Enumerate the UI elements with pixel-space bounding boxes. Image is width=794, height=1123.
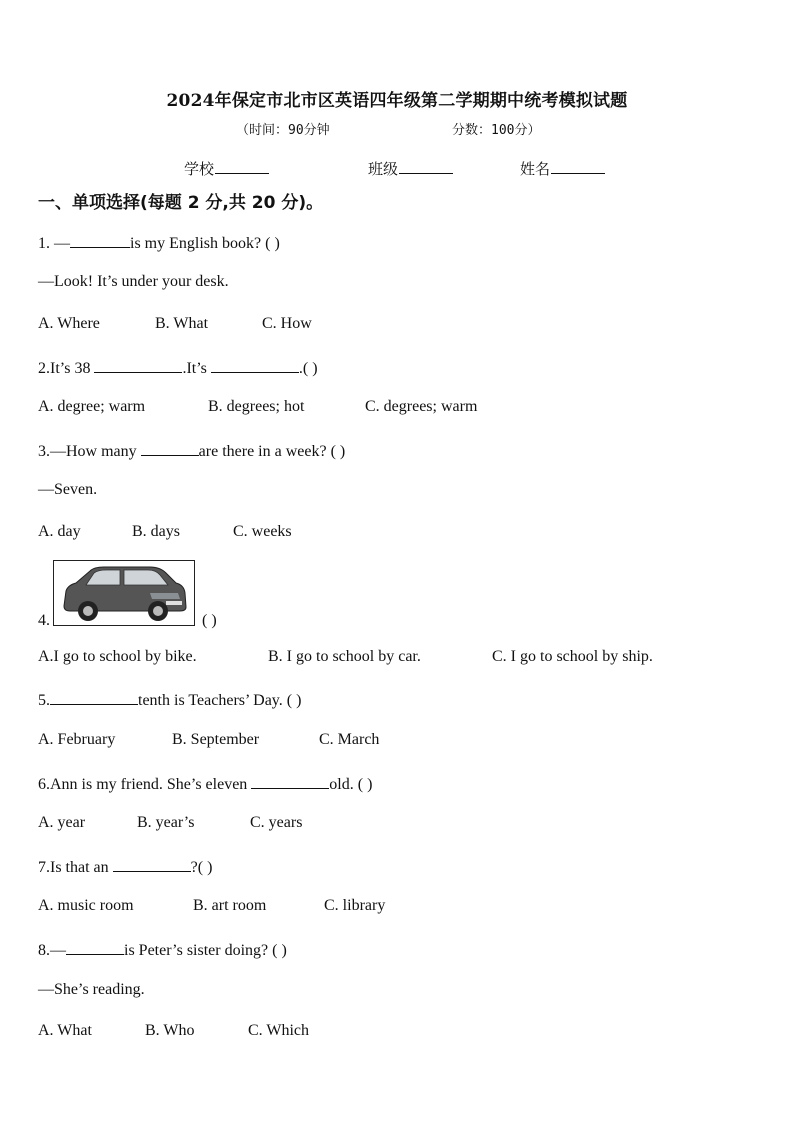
option-a[interactable]: A. February [38, 731, 116, 748]
exam-time: （时间：90分钟 [236, 123, 330, 138]
school-label: 学校 [184, 160, 215, 178]
school-blank[interactable] [215, 159, 269, 174]
option-b[interactable]: B. What [155, 315, 209, 332]
class-field [368, 158, 453, 179]
option-c[interactable]: C. weeks [233, 523, 292, 540]
option-a[interactable]: A.I go to school by bike. [38, 648, 197, 665]
option-b[interactable]: B. year’s [137, 814, 195, 831]
option-a[interactable]: A. music room [38, 897, 134, 914]
option-a[interactable]: A. day [38, 523, 81, 540]
stem-text: 6.Ann is my friend. She’s eleven [38, 776, 252, 793]
car-icon [54, 561, 194, 625]
name-label: 姓名 [520, 160, 551, 178]
question-8-stem [38, 939, 287, 960]
stem-text: 8.— [38, 942, 66, 959]
section-heading: 一、单项选择(每题 2 分,共 20 分)。 [38, 193, 324, 213]
stem-text: is Peter’s sister doing? ( ) [124, 942, 287, 959]
option-c[interactable]: C. Which [248, 1022, 310, 1039]
option-c[interactable]: C. years [250, 814, 303, 831]
question-8-reply: —She’s reading. [38, 981, 145, 998]
stem-text: .( ) [298, 360, 318, 377]
stem-text: .It’s [182, 360, 211, 377]
class-blank[interactable] [399, 159, 453, 174]
exam-title: 2024年保定市北市区英语四年级第二学期期中统考模拟试题 [166, 91, 628, 111]
name-field [520, 158, 605, 179]
option-a[interactable]: A. What [38, 1022, 92, 1039]
option-b[interactable]: B. September [172, 731, 260, 748]
option-b[interactable]: B. art room [193, 897, 267, 914]
question-3-stem [38, 440, 345, 461]
stem-text: tenth is Teachers’ Day. ( ) [138, 692, 302, 709]
option-c[interactable]: C. I go to school by ship. [492, 648, 653, 665]
question-7-stem [38, 856, 212, 877]
school-field [184, 158, 269, 179]
car-picture [53, 560, 195, 626]
question-2-stem [38, 357, 318, 378]
stem-text: are there in a week? ( ) [198, 443, 346, 460]
question-1-reply: —Look! It’s under your desk. [38, 273, 229, 290]
stem-text: 4. [38, 612, 50, 629]
stem-text: 3.—How many [38, 443, 141, 460]
answer-blank[interactable] [94, 357, 182, 373]
stem-text: old. ( ) [329, 776, 373, 793]
stem-text: 5. [38, 692, 50, 709]
option-a[interactable]: A. degree; warm [38, 398, 146, 415]
option-b[interactable]: B. I go to school by car. [268, 648, 421, 665]
question-6-stem [38, 773, 372, 794]
stem-text: ?( ) [190, 859, 213, 876]
answer-blank[interactable] [70, 232, 130, 248]
option-a[interactable]: A. year [38, 814, 86, 831]
question-5-stem [38, 689, 301, 710]
stem-text: 1. — [38, 235, 70, 252]
stem-text: is my English book? ( ) [130, 235, 280, 252]
question-3-reply: —Seven. [38, 481, 98, 498]
option-b[interactable]: B. Who [145, 1022, 195, 1039]
answer-paren[interactable]: ( ) [202, 612, 217, 629]
class-label: 班级 [368, 160, 399, 178]
option-c[interactable]: C. degrees; warm [365, 398, 478, 415]
answer-blank[interactable] [50, 689, 138, 705]
answer-blank[interactable] [211, 357, 299, 373]
stem-text: 7.Is that an [38, 859, 113, 876]
stem-text: 2.It’s 38 [38, 360, 95, 377]
answer-blank[interactable] [66, 939, 124, 955]
option-c[interactable]: C. March [319, 731, 380, 748]
option-b[interactable]: B. degrees; hot [208, 398, 305, 415]
option-b[interactable]: B. days [132, 523, 180, 540]
option-a[interactable]: A. Where [38, 315, 100, 332]
question-1-stem [38, 232, 280, 253]
option-c[interactable]: C. library [324, 897, 386, 914]
answer-blank[interactable] [251, 773, 329, 789]
option-c[interactable]: C. How [262, 315, 312, 332]
answer-blank[interactable] [113, 856, 191, 872]
name-blank[interactable] [551, 159, 605, 174]
answer-blank[interactable] [141, 440, 199, 456]
exam-score: 分数：100分） [452, 123, 541, 138]
